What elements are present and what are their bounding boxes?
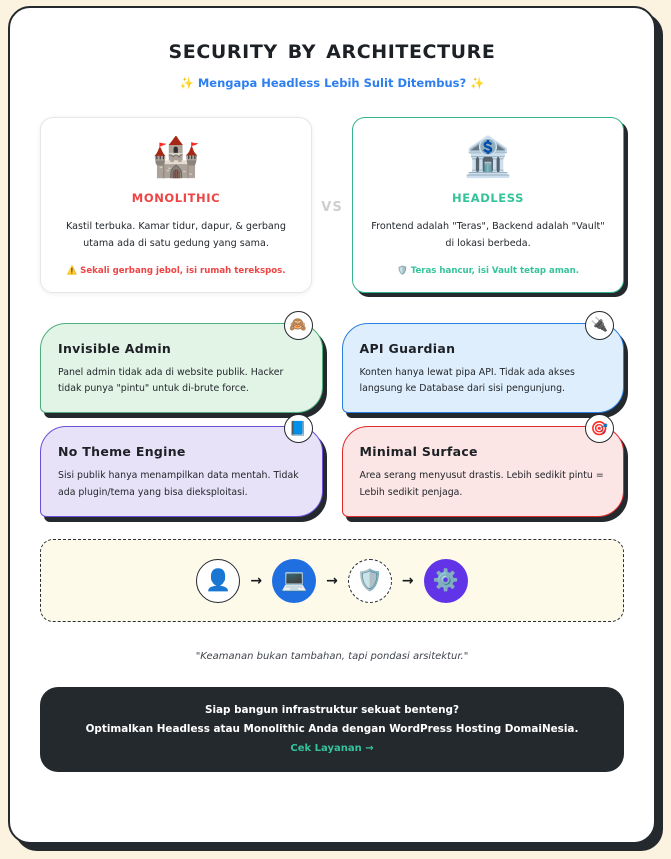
comparison-section (40, 117, 624, 293)
monolithic-note-text: Sekali gerbang jebol, isi rumah terekspos. (80, 265, 286, 276)
feature-card-api-guardian (342, 317, 625, 414)
headless-note (371, 266, 605, 276)
closing-quote: "Keamanan bukan tambahan, tapi pondasi arsitektur." (195, 651, 469, 663)
feature-card-invisible-admin (40, 317, 323, 414)
feature-card-minimal-surface (342, 420, 625, 517)
vs-divider: vs (321, 193, 343, 216)
headless-description: Frontend adalah "Teras", Backend adalah "Vault" di lokasi berbeda. (371, 221, 605, 249)
cta-banner (40, 687, 624, 772)
feature-title: Minimal Surface (359, 444, 478, 460)
shield-icon: 🛡️ (348, 559, 392, 603)
flow-arrow-1: → (250, 572, 263, 589)
page-subtitle (40, 76, 624, 90)
electric-plug-icon: 🔌 (585, 311, 614, 340)
monolithic-note (59, 266, 293, 276)
warning-icon: ⚠️ (66, 265, 78, 276)
feature-description: Konten hanya lewat pipa API. Tidak ada akses langsung ke Database dari sisi pengunjung. (359, 366, 575, 395)
monolithic-description: Kastil terbuka. Kamar tidur, dapur, & gerbang utama ada di satu gedung yang sama. (66, 221, 286, 249)
feature-title: API Guardian (359, 340, 456, 356)
flow-arrow-3: → (401, 572, 414, 589)
laptop-icon: 💻 (272, 559, 316, 603)
castle-emoji: 🏰 (151, 135, 201, 180)
cek-layanan-link[interactable]: Cek Layanan → (290, 743, 374, 755)
headless-card (352, 117, 624, 293)
see-no-evil-monkey-icon: 🙈 (284, 311, 313, 340)
feature-description: Panel admin tidak ada di website publik. Hacker tidak punya "pintu" untuk di-brute force. (58, 366, 284, 395)
feature-description: Area serang menyusut drastis. Lebih sedikit pintu = Lebih sedikit penjaga. (359, 470, 604, 498)
features-grid (40, 317, 624, 518)
monolithic-name: MONOLITHIC (131, 191, 221, 205)
feature-description: Sisi publik hanya menampilkan data mentah. Tidak ada plugin/tema yang bisa dieksploitasi. (58, 470, 299, 498)
headless-note-text: Teras hancur, isi Vault tetap aman. (410, 265, 579, 276)
flow-arrow-2: → (326, 572, 338, 589)
bank-emoji: 🏦 (463, 135, 513, 180)
infographic-page (8, 6, 656, 844)
feature-title: Invisible Admin (58, 340, 172, 356)
flow-diagram (40, 539, 624, 622)
gear-icon: ⚙️ (424, 559, 468, 603)
blue-book-icon: 📘 (284, 414, 313, 443)
page-title: security by architecture (168, 34, 496, 65)
cta-subtext: Optimalkan Headless atau Monolithic Anda dengan WordPress Hosting DomaiNesia. (85, 723, 579, 736)
shield-icon: 🛡️ (397, 265, 408, 276)
feature-title: No Theme Engine (58, 444, 186, 460)
cta-headline: Siap bangun infrastruktur sekuat benteng? (204, 704, 459, 717)
sparkle-right-icon: ✨ (470, 76, 485, 90)
sparkle-left-icon: ✨ (179, 76, 194, 90)
headless-name: HEADLESS (452, 191, 524, 205)
subtitle-text: Mengapa Headless Lebih Sulit Ditembus? (197, 76, 467, 90)
user-bust-icon: 👤 (196, 559, 240, 603)
direct-hit-target-icon: 🎯 (585, 414, 614, 443)
feature-card-no-theme-engine (40, 420, 323, 517)
monolithic-card (40, 117, 312, 293)
